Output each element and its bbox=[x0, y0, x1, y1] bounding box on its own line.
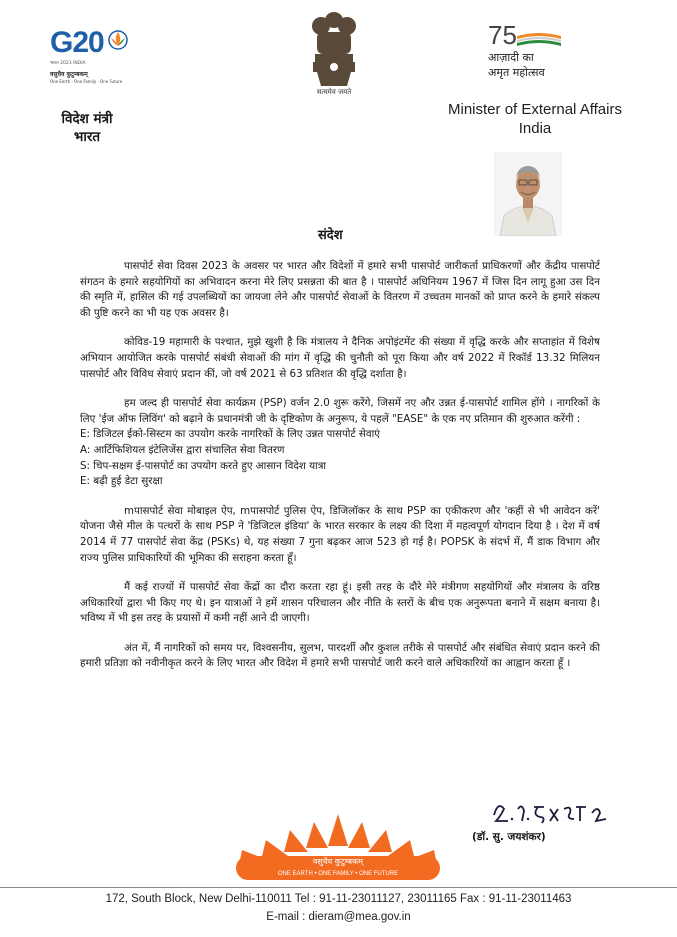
amrit-75-number: 75 bbox=[488, 20, 517, 50]
paragraph-2: कोविड-19 महामारी के पश्चात, मुझे खुशी है कि मंत्रालय ने दैनिक अपोइंटमेंट की संख्या में वृद्धि करके और सप्ताहांत में विशेष अभियान आयोजित करके पासपोर्ट संबंधी सेवाओं की मांग में वृद्धि की चुनौती को पूरा किया और वर्ष 2022 में रिकॉर्ड 13.32 मिलियन पासपोर्ट और विविध सेवाएं प्रदान कीं, जो वर्ष 2021 से 63 प्रतिशत की वृद्धि दर्शाता है। bbox=[80, 336, 600, 380]
g20-hindi-motto: वसुधैव कुटुम्बकम् bbox=[50, 71, 88, 78]
paragraph-5: मैं कई राज्यों में पासपोर्ट सेवा केंद्रों का दौरा करता रहा हूं। इसी तरह के दौरे मेरे मंत्रीगण सहयोगियों और मंत्रालय के वरिष्ठ अधिकारियों द्वारा भी किए गए थे। इन यात्राओं ने हमें शासन परिचालन और नीति के स्तरों के बीच एक अनुरूपता बनाने में सक्षम बनाया है। भविष्य में भी इस तरह के प्रयासों में कमी नहीं आने दी जाएगी। bbox=[80, 581, 600, 625]
hindi-title-line2: भारत bbox=[73, 129, 101, 145]
g20-logo: G20 bbox=[50, 28, 142, 58]
azadi-ka-amrit-mahotsav-logo bbox=[488, 22, 578, 80]
amrit-line2: अमृत महोत्सव bbox=[488, 66, 545, 79]
paragraph-6: अंत में, मैं नागरिकों को समय पर, विश्वसनीय, सुलभ, पारदर्शी और कुशल तरीके से पासपोर्ट और संबंधित सेवाएं प्रदान करने की हमारी प्रतिज्ञा को नवीनीकृत करने के लिए भारत और विदेश में हमारे सभी पासपोर्ट जारी करने वाले अधिकारियों का आह्वान करता हूँ । bbox=[80, 641, 600, 670]
hindi-minister-title bbox=[52, 110, 122, 146]
footer-english-motto: ONE EARTH • ONE FAMILY • ONE FUTURE bbox=[277, 871, 399, 877]
amrit-line1: आज़ादी का bbox=[488, 51, 534, 64]
g20-subtitle: भारत 2023 INDIA bbox=[50, 61, 86, 66]
footer-email: E-mail : dieram@mea.gov.in bbox=[266, 911, 411, 923]
english-minister-title bbox=[440, 100, 630, 138]
message-body bbox=[80, 259, 600, 686]
list-item: E: डिजिटल ईको-सिस्टम का उपयोग करके नागरिकों के लिए उन्नत पासपोर्ट सेवाएं bbox=[80, 428, 380, 441]
english-title-line2: India bbox=[518, 120, 552, 137]
message-heading: संदेश bbox=[318, 228, 343, 243]
paragraph-1: पासपोर्ट सेवा दिवस 2023 के अवसर पर भारत और विदेशों में हमारे सभी पासपोर्ट जारीकर्ता प्राधिकरणों और केंद्रीय पासपोर्ट संगठन के हमारे सहयोगियों का अभिवादन करना मेरे लिए प्रसन्नता की बात है । पासपोर्ट अधिनियम 1967 में जिस दिन लागू हुआ उस दिन की स्मृति में, हासिल की गई उपलब्धियों का जायजा लेने और पासपोर्ट सेवाओं के वितरण में उच्चतम मानकों को प्राप्त करने के हमारे संकल्प की पुष्टि करने का भी यह एक अवसर है। bbox=[80, 260, 600, 319]
footer-divider bbox=[0, 887, 677, 888]
g20-logo-block bbox=[50, 28, 142, 84]
footer-hindi-motto: वसुधैव कुटुम्बकम् bbox=[312, 857, 364, 866]
list-item: S: चिप-सक्षम ई-पासपोर्ट का उपयोग करते हुए आसान विदेश यात्रा bbox=[80, 459, 327, 472]
ease-list bbox=[80, 427, 600, 489]
paragraph-3: हम जल्द ही पासपोर्ट सेवा कार्यक्रम (PSP) वर्जन 2.0 शुरू करेंगे, जिसमें नए और उन्नत ई-पासपोर्ट शामिल होंगे । नागरिकों के लिए 'ईज ऑफ लिविंग' को बढ़ाने के प्रधानमंत्री जी के दृष्टिकोण के अनुरूप, ये पहलें "EASE" के एक नए प्रतिमान की शुरुआत करेंगी : bbox=[80, 397, 600, 425]
footer-address: 172, South Block, New Delhi-110011 Tel : 91-11-23011127, 23011165 Fax : 91-11-23011463 bbox=[105, 893, 572, 905]
tricolor-flag-icon bbox=[517, 32, 561, 48]
lotus-band-icon bbox=[206, 812, 470, 892]
paragraph-4: mपासपोर्ट सेवा मोबाइल ऐप, mपासपोर्ट पुलिस ऐप, डिजिलॉकर के साथ PSP का एकीकरण और 'कहीं से भी आवेदन करें' योजना जैसे मील के पत्थरों के साथ PSP ने 'डिजिटल इंडिया' के भारत सरकार के लक्ष्य की दिशा में महत्वपूर्ण योगदान दिया है । देश में वर्ष 2014 में 77 पासपोर्ट सेवा केंद्र (PSKs) थे, यह संख्या 7 गुना बढ़कर आज 523 हो गई है। POPSK के संदर्भ में, मैं डाक विभाग और राज्य पुलिस प्राधिकारियों की भूमिका की सराहना करता हूँ। bbox=[80, 504, 600, 564]
signatory-name: (डॉ. सु. जयशंकर) bbox=[472, 831, 546, 843]
g20-lotus-icon bbox=[106, 28, 130, 50]
minister-photo bbox=[494, 152, 562, 236]
list-item: A: आर्टिफिशियल इंटेलिजेंस द्वारा संचालित सेवा वितरण bbox=[80, 443, 285, 456]
g20-english-motto: One Earth · One Family · One Future bbox=[50, 79, 123, 84]
list-item: E: बढ़ी हुई डेटा सुरक्षा bbox=[80, 475, 163, 488]
hindi-title-line1: विदेश मंत्री bbox=[61, 111, 113, 127]
handwritten-signature bbox=[488, 795, 618, 833]
english-title-line1: Minister of External Affairs bbox=[448, 101, 622, 118]
emblem-caption: सत्यमेव जयते bbox=[316, 88, 352, 96]
